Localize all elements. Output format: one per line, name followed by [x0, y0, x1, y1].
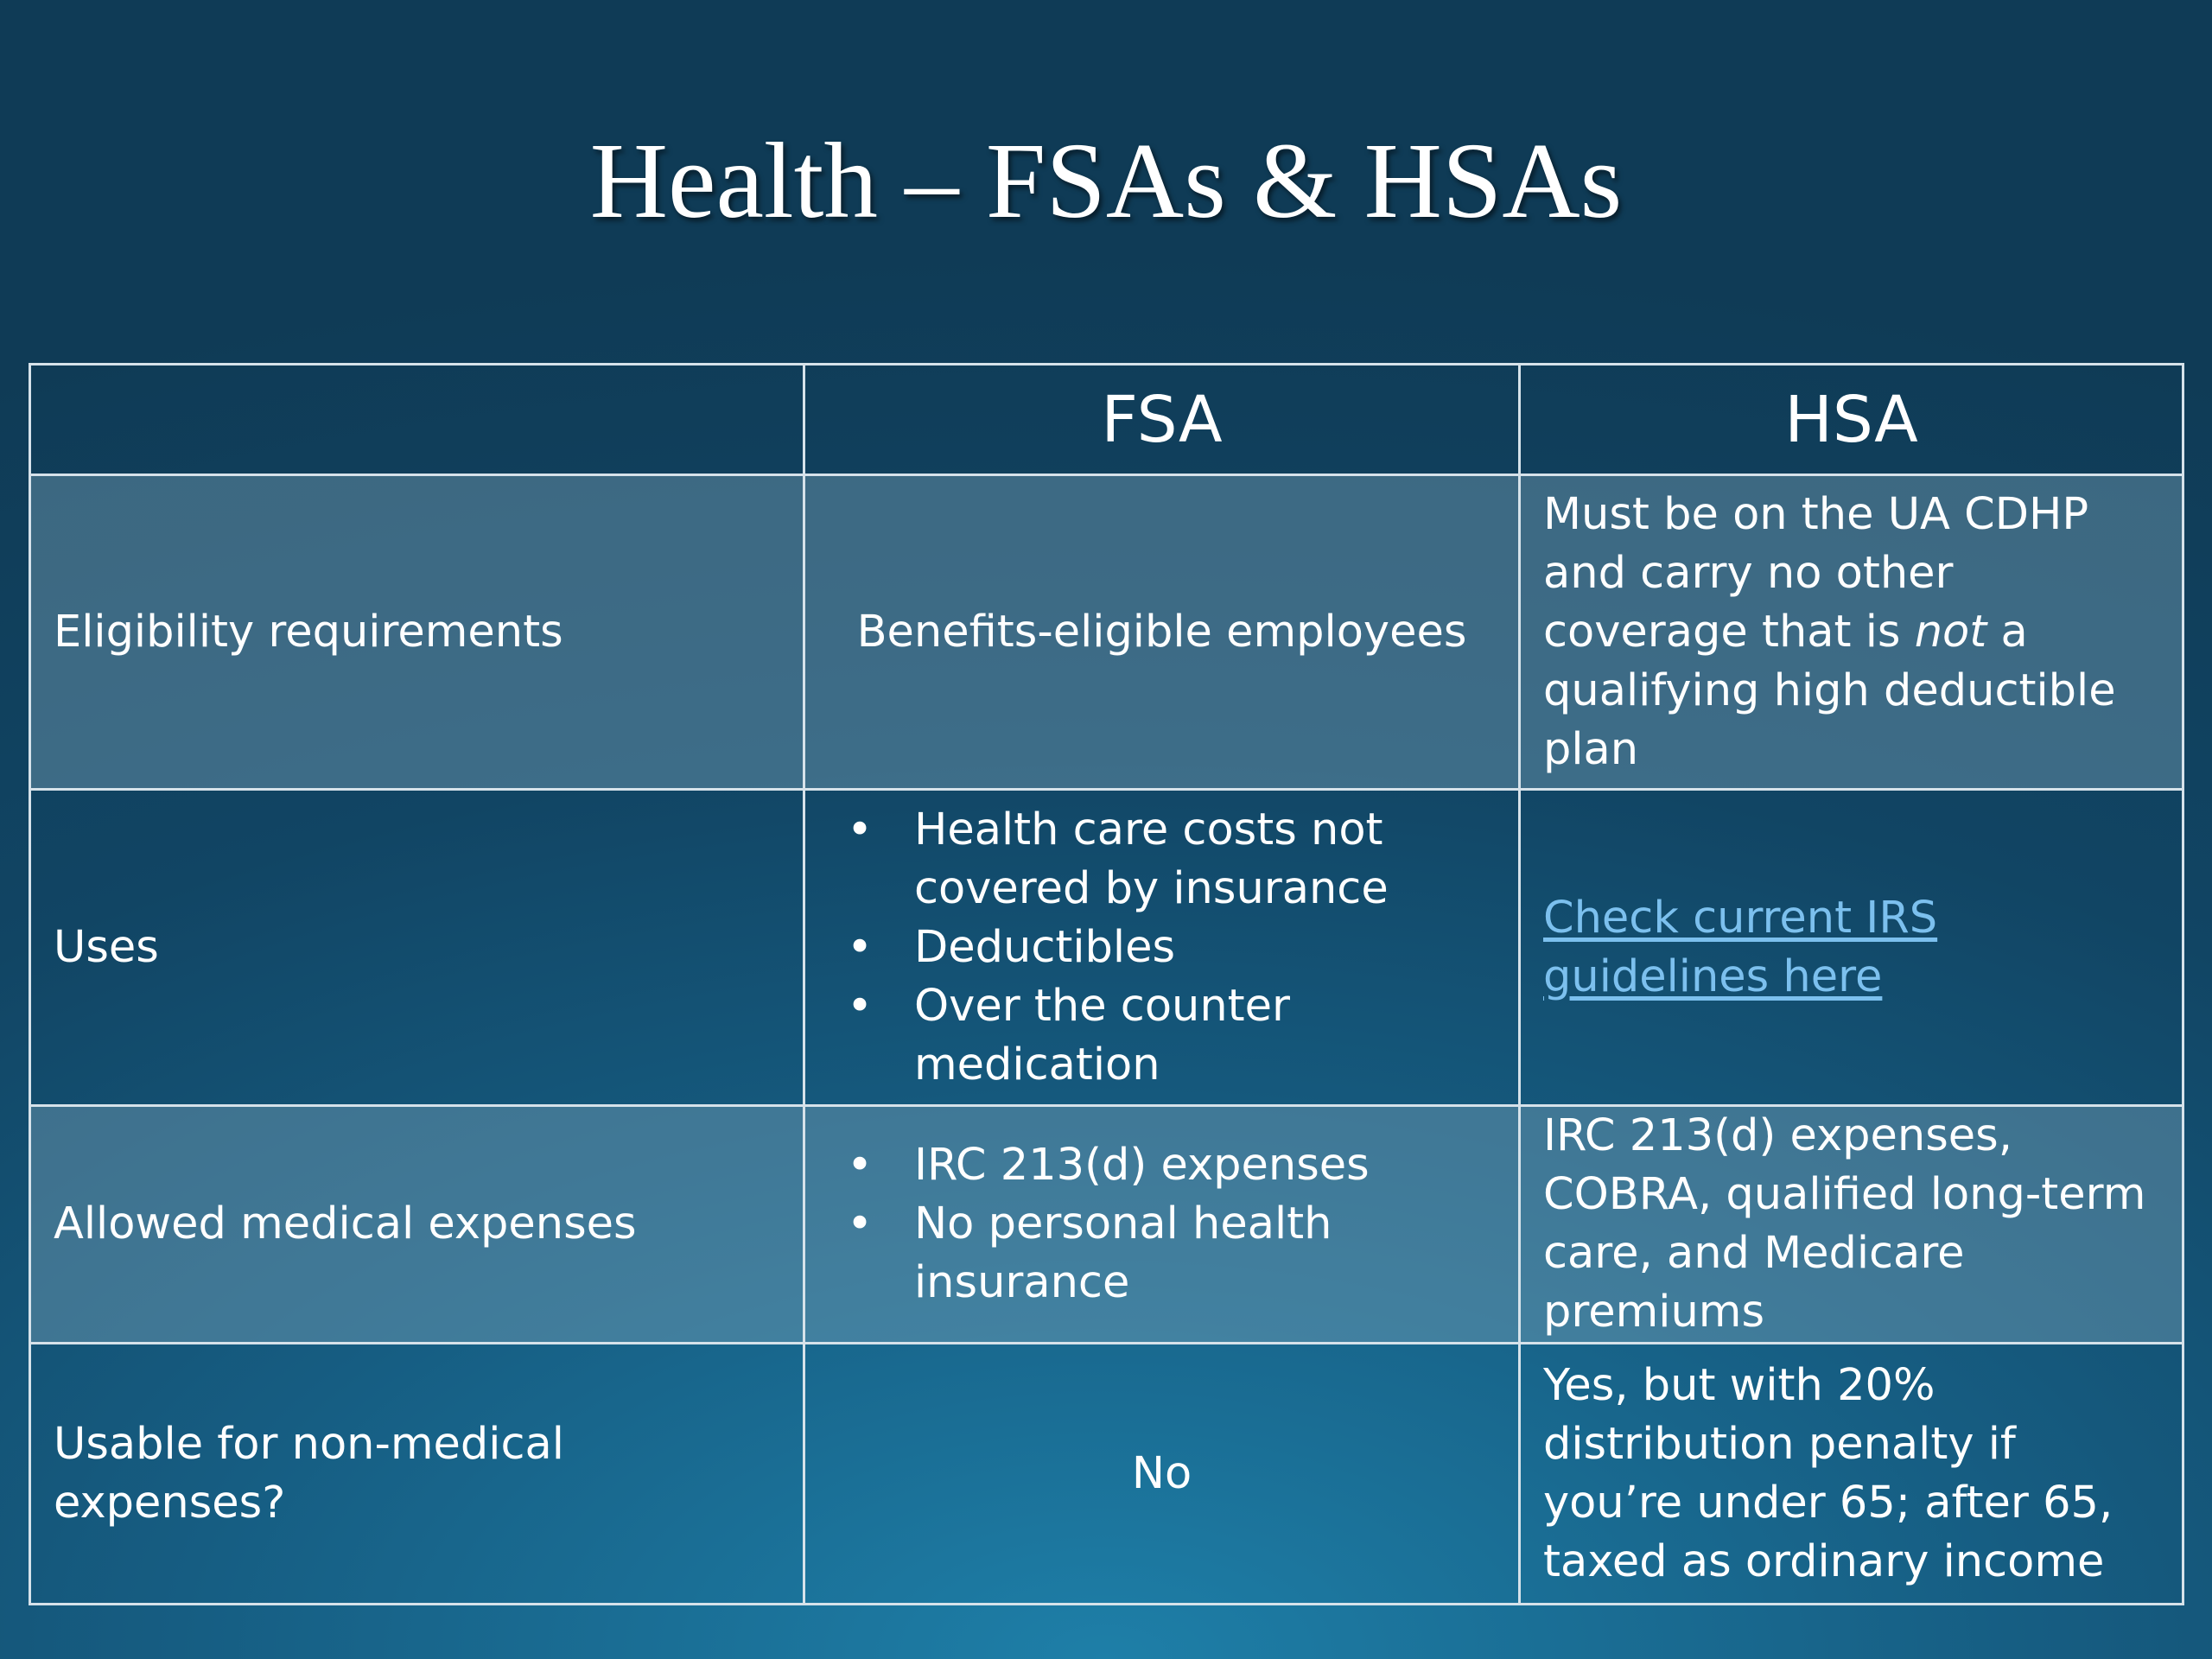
list-item — [828, 1195, 1496, 1313]
table-header-row — [30, 365, 2183, 475]
table-row-eligibility — [30, 475, 2183, 790]
fsa-uses — [804, 790, 1520, 1106]
row-label-non-medical: Usable for non-medical expenses? — [30, 1344, 804, 1605]
row-label-uses: Uses — [30, 790, 804, 1106]
hsa-eligibility-emphasis: not — [1914, 606, 1987, 658]
hsa-eligibility-text-2: a qualifying high deductible plan — [1543, 606, 2116, 775]
list-item-text: Health care costs not covered by insurance — [914, 804, 1389, 914]
header-fsa: FSA — [804, 365, 1520, 475]
fsa-allowed-list — [828, 1136, 1496, 1313]
list-item-text: No personal health insurance — [914, 1198, 1332, 1308]
bullet-icon: • — [847, 1140, 874, 1191]
list-item — [828, 1136, 1496, 1195]
bullet-icon: • — [847, 980, 874, 1032]
bullet-icon: • — [847, 804, 874, 855]
table-row-non-medical — [30, 1344, 2183, 1605]
comparison-table — [29, 363, 2184, 1605]
slide-title: Health – FSAs & HSAs — [589, 122, 1623, 241]
list-item-text: Over the counter medication — [914, 980, 1291, 1090]
fsa-eligibility: Benefits-eligible employees — [804, 475, 1520, 790]
header-empty-cell — [30, 365, 804, 475]
irs-guidelines-link[interactable]: Check current IRS guidelines here — [1543, 892, 1938, 1002]
hsa-allowed-expenses: IRC 213(d) expenses, COBRA, qualified long-term care, and Medicare premiums — [1520, 1106, 2183, 1344]
row-label-eligibility: Eligibility requirements — [30, 475, 804, 790]
fsa-non-medical: No — [804, 1344, 1520, 1605]
row-label-allowed-expenses: Allowed medical expenses — [30, 1106, 804, 1344]
list-item-text: Deductibles — [914, 921, 1176, 973]
header-hsa: HSA — [1520, 365, 2183, 475]
hsa-uses — [1520, 790, 2183, 1106]
list-item — [828, 918, 1496, 977]
list-item — [828, 977, 1496, 1095]
fsa-uses-list — [828, 801, 1496, 1095]
bullet-icon: • — [847, 1198, 874, 1249]
hsa-non-medical: Yes, but with 20% distribution penalty if you’re under 65; after 65, taxed as ordinary income — [1520, 1344, 2183, 1605]
table-row-allowed-expenses — [30, 1106, 2183, 1344]
hsa-eligibility-text-1: Must be on the UA CDHP and carry no other coverage that is — [1543, 488, 2089, 658]
table-row-uses — [30, 790, 2183, 1106]
bullet-icon: • — [847, 921, 874, 973]
list-item-text: IRC 213(d) expenses — [914, 1140, 1370, 1191]
fsa-allowed-expenses — [804, 1106, 1520, 1344]
list-item — [828, 801, 1496, 918]
hsa-eligibility — [1520, 475, 2183, 790]
